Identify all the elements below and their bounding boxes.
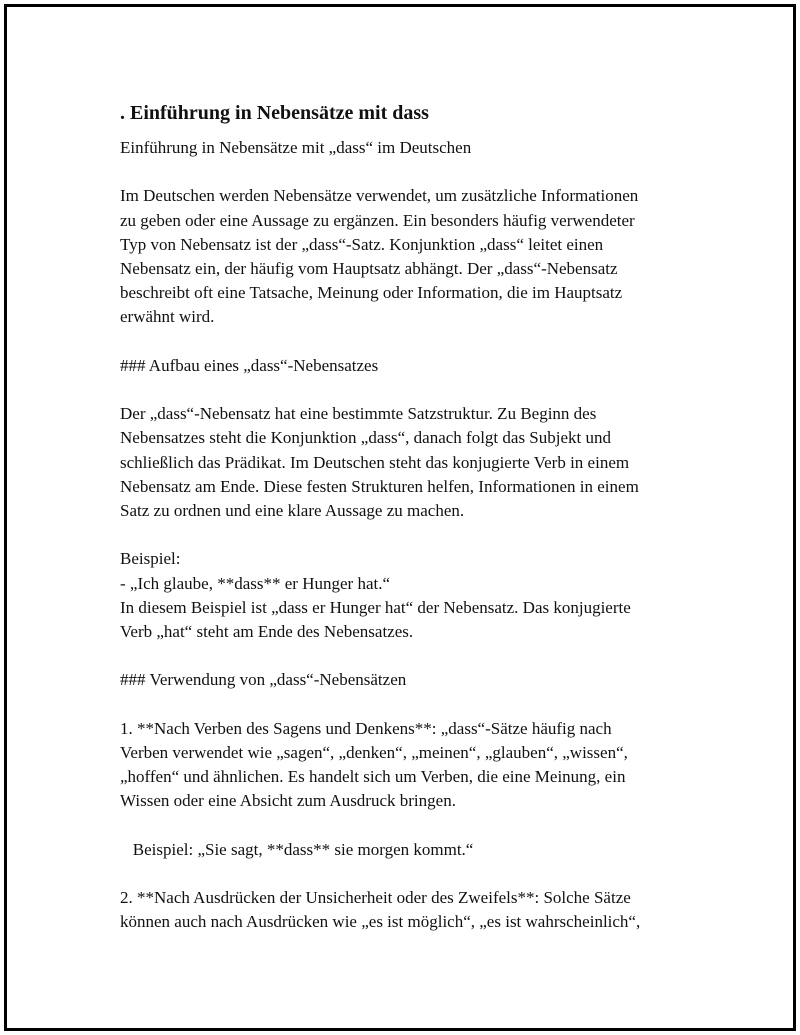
- text-line: Beispiel:: [120, 549, 181, 569]
- text-line: Satz zu ordnen und eine klare Aussage zu machen.: [120, 501, 465, 520]
- text-line: Beispiel: „Sie sagt, **dass** sie morgen kommt.“: [120, 839, 474, 859]
- blank-line: [120, 523, 700, 547]
- blank-line: [120, 330, 700, 354]
- document-content: [120, 99, 700, 935]
- blank-line: [120, 378, 700, 402]
- text-line: - „Ich glaube, **dass** er Hunger hat.“: [120, 573, 391, 593]
- text-line: können auch nach Ausdrücken wie „es ist möglich“, „es ist wahrscheinlich“,: [120, 912, 641, 932]
- page-frame: [4, 4, 796, 1031]
- blank-line: [120, 862, 700, 886]
- document-title: . Einführung in Nebensätze mit dass: [120, 102, 429, 124]
- text-line: zu geben oder eine Aussage zu ergänzen. Ein besonders häufig verwendeter: [120, 210, 635, 230]
- text-line: Nebensatz ein, der häufig vom Hauptsatz abhängt. Der „dass“-Nebensatz: [120, 259, 618, 278]
- blank-line: [120, 814, 700, 838]
- text-line: Verb „hat“ steht am Ende des Nebensatzes.: [120, 622, 414, 641]
- text-line: Nebensatzes steht die Konjunktion „dass“, danach folgt das Subjekt und: [120, 428, 611, 448]
- text-line: erwähnt wird.: [120, 307, 215, 327]
- text-line: beschreibt oft eine Tatsache, Meinung oder Information, die im Hauptsatz: [120, 283, 623, 303]
- text-line: Nebensatz am Ende. Diese festen Strukturen helfen, Informationen in einem: [120, 476, 639, 496]
- text-line: ### Aufbau eines „dass“-Nebensatzes: [120, 355, 379, 375]
- text-line: 1. **Nach Verben des Sagens und Denkens**: „dass“-Sätze häufig nach: [120, 718, 612, 738]
- text-line: „hoffen“ und ähnlichen. Es handelt sich um Verben, die eine Meinung, ein: [120, 767, 626, 787]
- blank-line: [120, 644, 700, 668]
- text-line: Typ von Nebensatz ist der „dass“-Satz. Konjunktion „dass“ leitet einen: [120, 234, 604, 254]
- text-line: schließlich das Prädikat. Im Deutschen steht das konjugierte Verb in einem: [120, 452, 630, 472]
- blank-line: [120, 160, 700, 184]
- text-line: Verben verwendet wie „sagen“, „denken“, „meinen“, „glauben“, „wissen“,: [120, 742, 628, 762]
- document-body: [120, 136, 700, 935]
- text-line: Einführung in Nebensätze mit „dass“ im Deutschen: [120, 138, 472, 157]
- text-line: Im Deutschen werden Nebensätze verwendet, um zusätzliche Informationen: [120, 186, 639, 206]
- text-line: In diesem Beispiel ist „dass er Hunger hat“ der Nebensatz. Das konjugierte: [120, 597, 631, 617]
- blank-line: [120, 693, 700, 717]
- text-line: Der „dass“-Nebensatz hat eine bestimmte Satzstruktur. Zu Beginn des: [120, 404, 597, 424]
- text-line: ### Verwendung von „dass“-Nebensätzen: [120, 670, 407, 690]
- text-line: Wissen oder eine Absicht zum Ausdruck bringen.: [120, 791, 456, 811]
- text-line: 2. **Nach Ausdrücken der Unsicherheit oder des Zweifels**: Solche Sätze: [120, 888, 631, 908]
